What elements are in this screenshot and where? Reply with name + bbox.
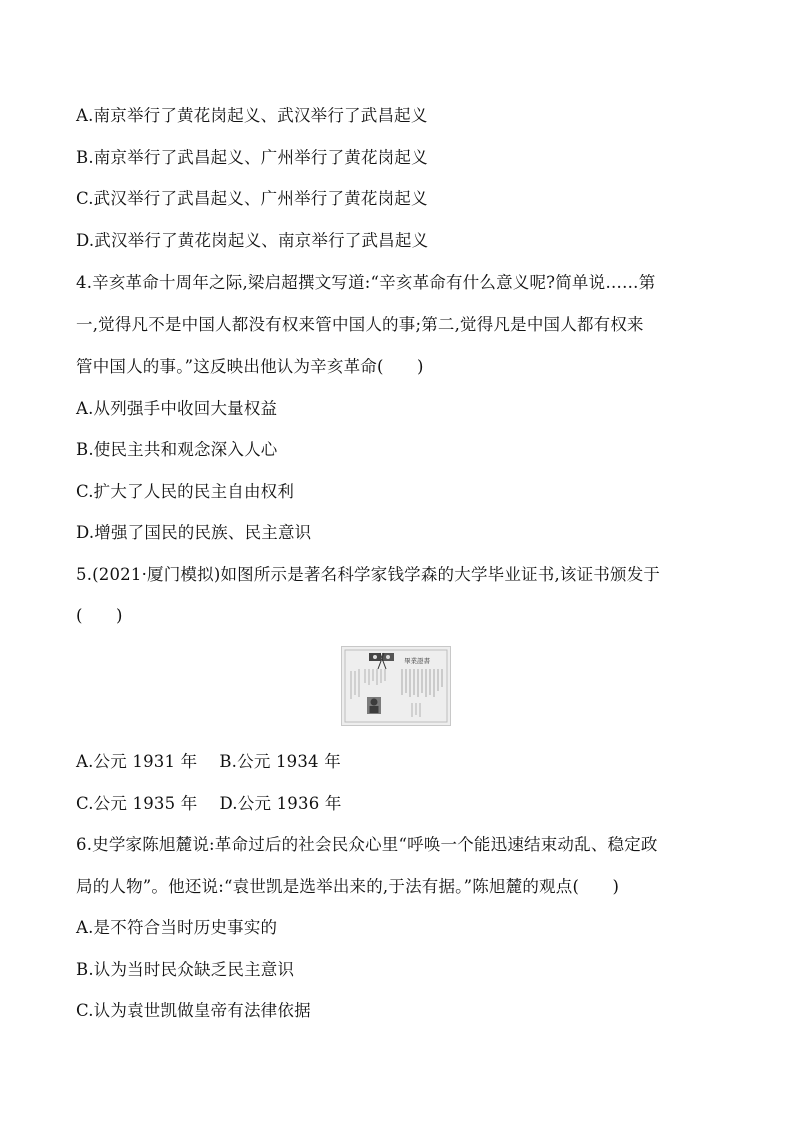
- q4-option-d: D.增强了国民的民族、民主意识: [76, 523, 312, 542]
- q6-option-c: C.认为袁世凯做皇帝有法律依据: [76, 1001, 311, 1020]
- q3-option-d: D.武汉举行了黄花岗起义、南京举行了武昌起义: [76, 231, 429, 250]
- q5-option-d: D.公元 1936 年: [219, 794, 342, 813]
- q3-option-a: A.南京举行了黄花岗起义、武汉举行了武昌起义: [76, 106, 428, 125]
- q4-option-a: A.从列强手中收回大量权益: [76, 399, 278, 418]
- q4-stem-line-3: 管中国人的事。”这反映出他认为辛亥革命( ): [76, 357, 424, 376]
- q6-option-b: B.认为当时民众缺乏民主意识: [76, 960, 295, 979]
- q3-option-c: C.武汉举行了武昌起义、广州举行了黄花岗起义: [76, 189, 428, 208]
- q5-option-b: B.公元 1934 年: [219, 752, 341, 771]
- q5-options-row-1: [76, 750, 341, 774]
- q5-option-c: C.公元 1935 年: [76, 794, 198, 813]
- q4-option-c: C.扩大了人民的民主自由权利: [76, 482, 295, 501]
- q4-stem-line-2: 一,觉得凡不是中国人都没有权来管中国人的事;第二,觉得凡是中国人都有权来: [76, 315, 644, 334]
- q5-options-row-2: [76, 792, 342, 816]
- q4-option-b: B.使民主共和观念深入人心: [76, 440, 278, 459]
- q4-stem-line-1: 4.辛亥革命十周年之际,梁启超撰文写道:“辛亥革命有什么意义呢?简单说……第: [76, 273, 656, 292]
- certificate-title: 畢業證書: [404, 657, 430, 665]
- q6-stem-line-2: 局的人物”。他还说:“袁世凯是选举出来的,于法有据。”陈旭麓的观点( ): [76, 877, 620, 896]
- q3-option-b: B.南京举行了武昌起义、广州举行了黄花岗起义: [76, 148, 428, 167]
- q5-option-a: A.公元 1931 年: [76, 752, 198, 771]
- diploma-image: [341, 646, 451, 726]
- q6-stem-line-1: 6.史学家陈旭麓说:革命过后的社会民众心里“呼唤一个能迅速结束动乱、稳定政: [76, 835, 658, 854]
- diploma-illustration: [342, 647, 450, 725]
- q5-stem-line-1: 5.(2021·厦门模拟)如图所示是著名科学家钱学森的大学毕业证书,该证书颁发于: [76, 565, 661, 584]
- q5-stem-line-2: ( ): [76, 606, 123, 625]
- q6-option-a: A.是不符合当时历史事实的: [76, 918, 278, 937]
